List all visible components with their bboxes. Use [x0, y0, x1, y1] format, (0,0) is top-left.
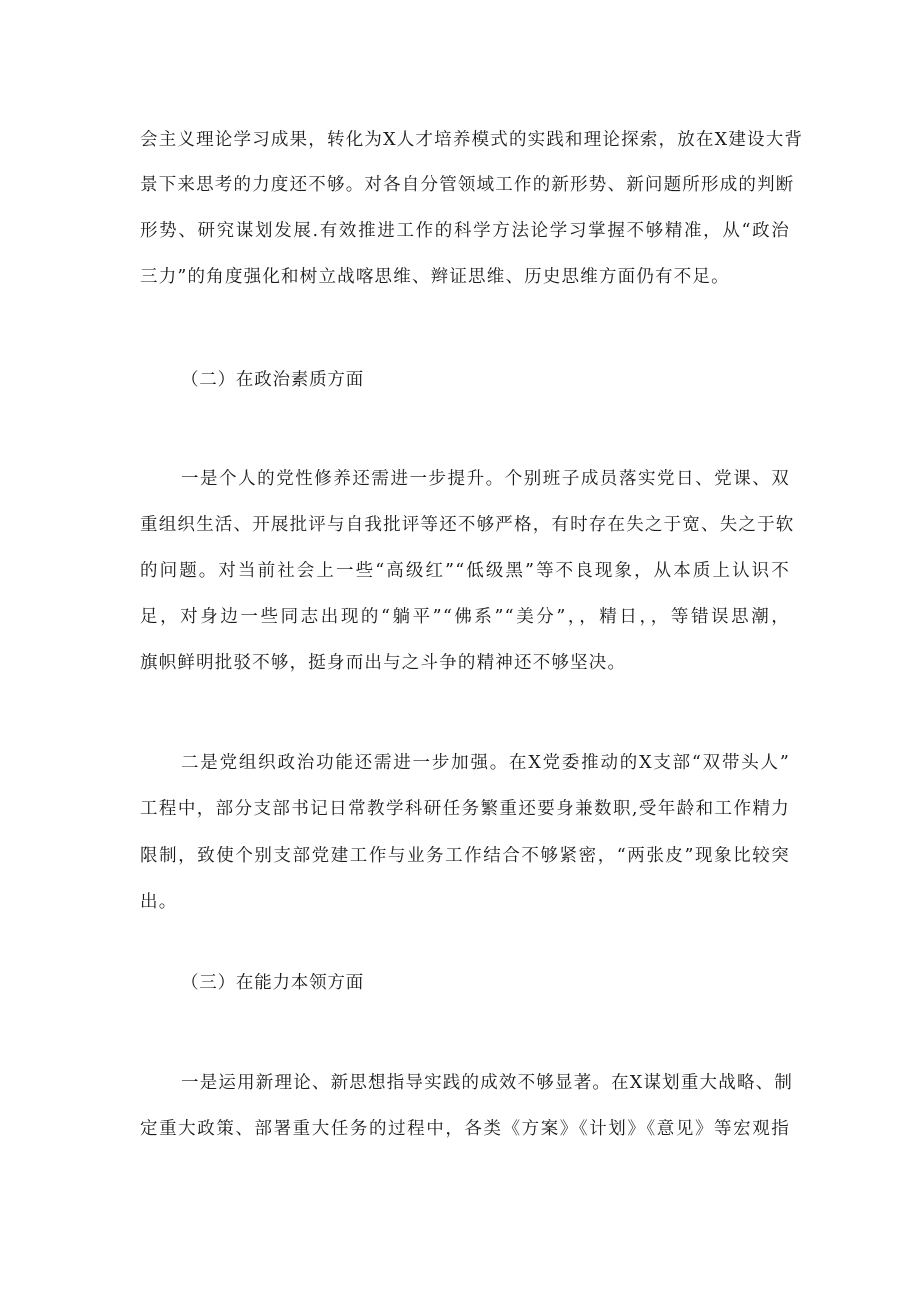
paragraph-line: 一是运用新理论、新思想指导实践的成效不够显著。在X谋划重大战略、制	[181, 1073, 794, 1093]
paragraph-line: 二是党组织政治功能还需进一步加强。在X党委推动的X支部“双带头人”	[181, 753, 790, 773]
paragraph-line: 的问题。对当前社会上一些“高级红”“低级黑”等不良现象，从本质上认识不	[140, 561, 790, 581]
paragraph-line: 重组织生活、开展批评与自我批评等还不够严格，有时存在失之于宽、失之于软	[140, 515, 795, 535]
paragraph-line: 会主义理论学习成果，转化为X人才培养模式的实践和理论探索，放在X建设大背	[140, 130, 804, 150]
paragraph-line: 一是个人的党性修养还需进一步提升。个别班子成员落实党日、党课、双	[181, 469, 790, 489]
paragraph-line: 形势、研究谋划发展.有效推进工作的科学方法论学习掌握不够精准，从“政治	[140, 221, 790, 241]
paragraph-line: 定重大政策、部署重大任务的过程中，各类《方案》《计划》《意见》等宏观指	[140, 1119, 790, 1139]
paragraph-line: 三力”的角度强化和树立战喀思维、辫证思维、历史思维方面仍有不足。	[140, 267, 730, 287]
paragraph-line: 景下来思考的力度还不够。对各自分管领域工作的新形势、新问题所形成的判断	[140, 175, 795, 195]
section-heading-political-quality: （二）在政治素质方面	[181, 370, 364, 390]
paragraph-line: 限制，致使个别支部党建工作与业务工作结合不够紧密，“两张皮”现象比较突	[140, 846, 790, 866]
paragraph-line: 工程中，部分支部书记日常教学科研任务繁重还要身兼数职,受年龄和工作精力	[140, 799, 790, 819]
paragraph-line: 旗帜鲜明批驳不够，挺身而出与之斗争的精神还不够坚决。	[140, 653, 627, 673]
paragraph-line: 出。	[140, 892, 178, 912]
paragraph-line: 足，对身边一些同志出现的“躺平”“佛系”“美分”，，精日，，等错误思潮，	[140, 607, 790, 627]
section-heading-capability: （三）在能力本领方面	[181, 973, 364, 993]
